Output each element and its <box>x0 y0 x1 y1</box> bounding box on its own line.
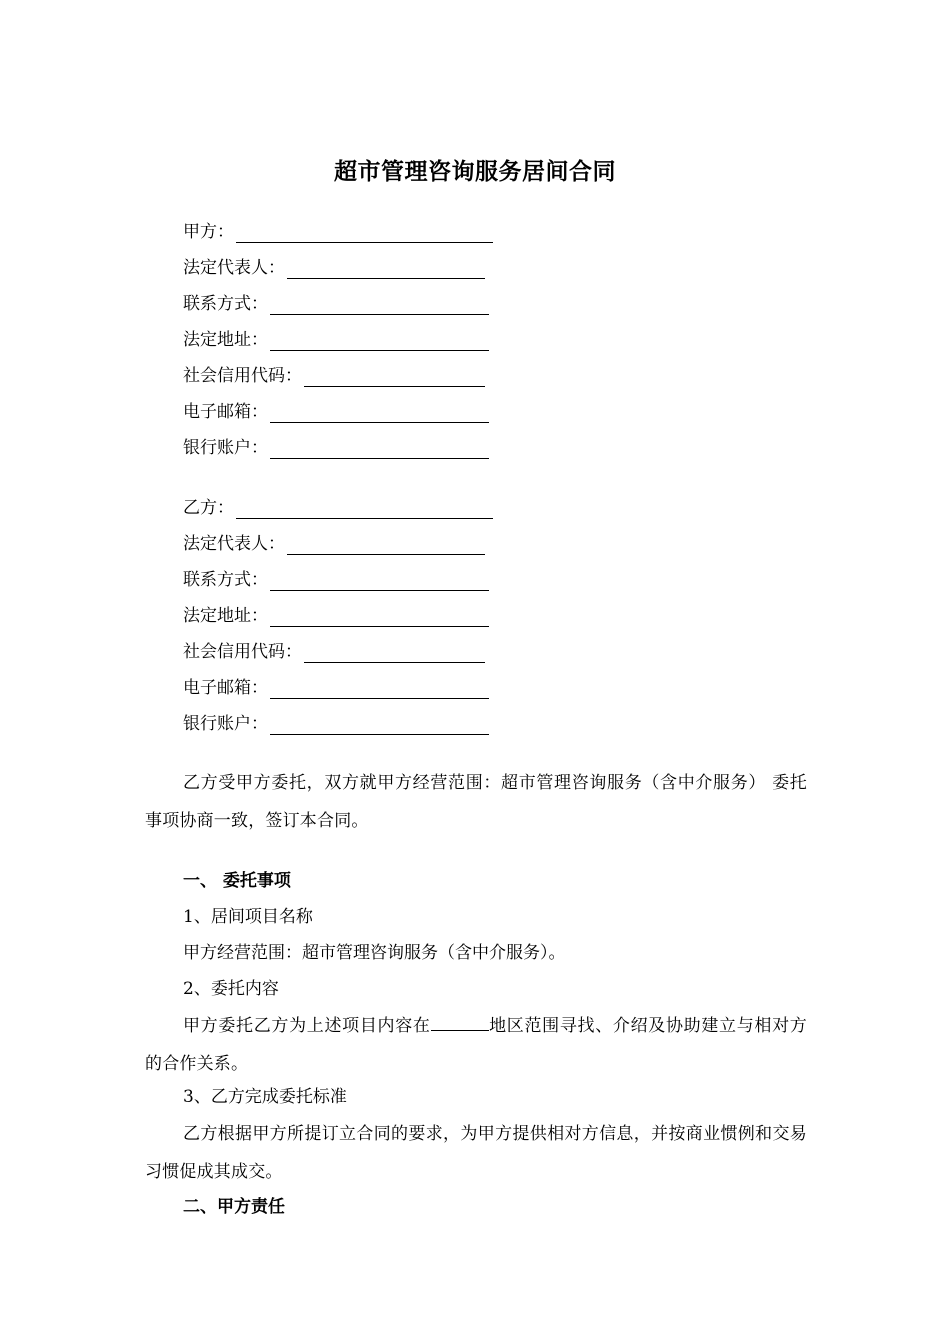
item-3-title: 3、乙方完成委托标准 <box>183 1087 347 1107</box>
field-label: 社会信用代码： <box>183 642 302 662</box>
fill-in-line <box>236 224 493 243</box>
party-a-name-field <box>183 219 493 243</box>
item-1-title: 1、居间项目名称 <box>183 907 313 927</box>
fill-in-line <box>270 440 489 459</box>
field-label: 法定地址： <box>183 606 268 626</box>
party-b-legal-rep-field <box>183 531 485 555</box>
field-label: 法定地址： <box>183 330 268 350</box>
fill-in-line <box>270 680 489 699</box>
field-label: 社会信用代码： <box>183 366 302 386</box>
fill-in-line <box>270 404 489 423</box>
party-a-contact-field <box>183 291 489 315</box>
field-label: 甲方： <box>183 222 234 242</box>
fill-in-line <box>287 260 485 279</box>
party-b-contact-field <box>183 567 489 591</box>
fill-in-line <box>304 644 485 663</box>
fill-in-line <box>236 500 493 519</box>
item-2-body-after: 地区范围寻找、介绍及协助建立与相对方的合作关系。 <box>145 1016 807 1074</box>
party-a-email-field <box>183 399 489 423</box>
item-1-body: 甲方经营范围：超市管理咨询服务（含中介服务）。 <box>183 943 566 963</box>
party-a-legal-rep-field <box>183 255 485 279</box>
field-label: 银行账户： <box>183 438 268 458</box>
field-label: 法定代表人： <box>183 258 285 278</box>
fill-in-line <box>270 716 489 735</box>
fill-in-line <box>304 368 485 387</box>
item-2-body <box>145 1007 807 1083</box>
section-2-heading: 二、甲方责任 <box>183 1197 285 1217</box>
party-b-email-field <box>183 675 489 699</box>
section-1-heading: 一、 委托事项 <box>183 871 291 891</box>
item-2-title: 2、委托内容 <box>183 979 279 999</box>
intro-paragraph: 乙方受甲方委托，双方就甲方经营范围：超市管理咨询服务（含中介服务） 委托事项协商一致，签订本合同。 <box>145 773 807 831</box>
party-a-bank-field <box>183 435 489 459</box>
field-label: 法定代表人： <box>183 534 285 554</box>
page-title: 超市管理咨询服务居间合同 <box>334 159 616 185</box>
party-a-credit-code-field <box>183 363 485 387</box>
field-label: 银行账户： <box>183 714 268 734</box>
party-b-name-field <box>183 495 493 519</box>
party-b-credit-code-field <box>183 639 485 663</box>
fill-in-line <box>270 296 489 315</box>
field-label: 电子邮箱： <box>183 678 268 698</box>
party-a-address-field <box>183 327 489 351</box>
party-b-address-field <box>183 603 489 627</box>
party-b-bank-field <box>183 711 489 735</box>
field-label: 乙方： <box>183 498 234 518</box>
field-label: 电子邮箱： <box>183 402 268 422</box>
field-label: 联系方式： <box>183 294 268 314</box>
field-label: 联系方式： <box>183 570 268 590</box>
region-blank-line <box>431 1014 489 1031</box>
item-2-body-before: 甲方委托乙方为上述项目内容在 <box>183 1016 431 1036</box>
fill-in-line <box>270 572 489 591</box>
fill-in-line <box>287 536 485 555</box>
fill-in-line <box>270 608 489 627</box>
fill-in-line <box>270 332 489 351</box>
item-3-body: 乙方根据甲方所提订立合同的要求，为甲方提供相对方信息，并按商业惯例和交易习惯促成其成交。 <box>145 1124 807 1182</box>
